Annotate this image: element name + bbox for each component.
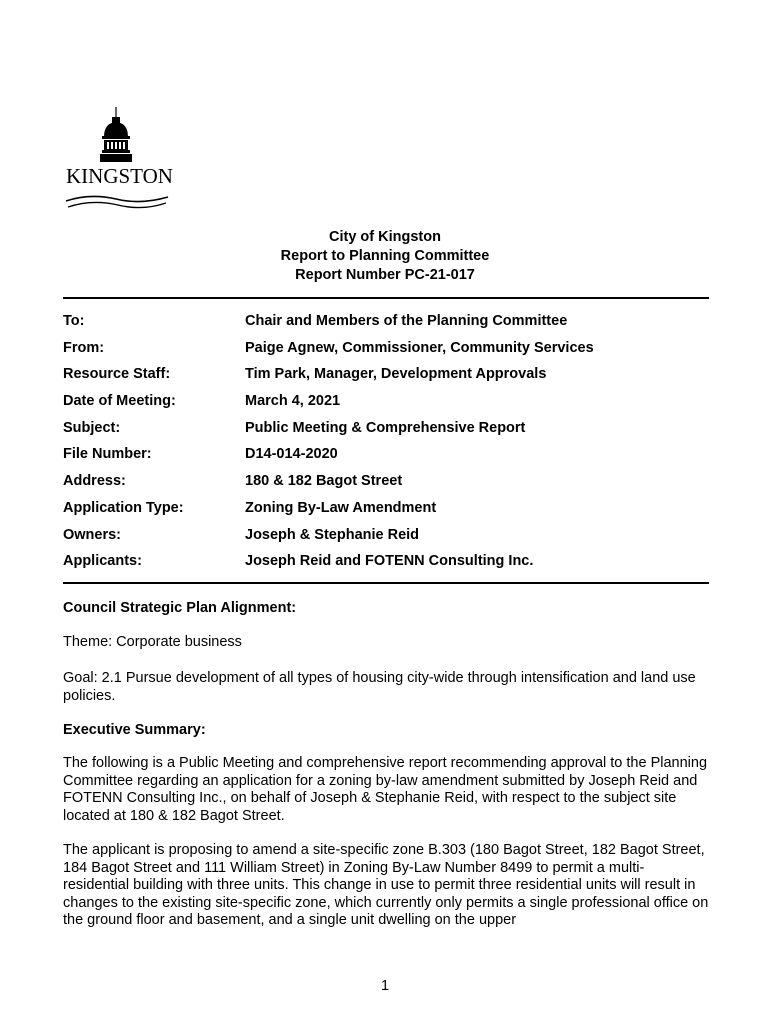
summary-paragraph-1: The following is a Public Meeting and comprehensive report recommending approval to the Planning Committee regarding an application for a zoning by-law amendment submitted by Joseph Reid and FOTENN Consulting Inc., on behalf of Joseph & Stephanie Reid, with respect to the subject site located at 180 & 182 Bagot Street.: [63, 755, 708, 824]
meta-label: Address:: [63, 473, 126, 490]
meta-row-from: [63, 340, 709, 367]
meta-label: Resource Staff:: [63, 366, 171, 383]
meta-row-applicants: [63, 553, 709, 580]
meta-row-owners: [63, 527, 709, 554]
strategic-goal: Goal: 2.1 Pursue development of all types of housing city-wide through intensification and land use policies.: [63, 670, 696, 704]
meta-label: To:: [63, 313, 85, 329]
meta-row-date: [63, 393, 709, 420]
header-report-to: Report to Planning Committee: [280, 248, 490, 264]
meta-value: Joseph & Stephanie Reid: [245, 526, 420, 543]
meta-label: From:: [63, 339, 105, 356]
meta-value: Public Meeting & Comprehensive Report: [245, 419, 526, 436]
meta-value: 180 & 182 Bagot Street: [245, 473, 403, 490]
meta-row-address: [63, 473, 709, 500]
meta-row-application-type: [63, 500, 709, 527]
header-city: City of Kingston: [329, 229, 441, 245]
meta-label: Subject:: [63, 419, 121, 436]
meta-row-to: [63, 313, 709, 340]
meta-value: Tim Park, Manager, Development Approvals: [245, 366, 547, 383]
strategic-theme: Theme: Corporate business: [63, 634, 242, 650]
logo-wordmark: KINGSTON: [66, 164, 173, 188]
meta-value: Paige Agnew, Commissioner, Community Services: [245, 339, 594, 356]
city-hall-dome-icon: [60, 105, 172, 215]
meta-value: Zoning By-Law Amendment: [245, 499, 437, 516]
kingston-logo: [60, 105, 172, 215]
report-header: [0, 228, 770, 285]
meta-value: Joseph Reid and FOTENN Consulting Inc.: [245, 553, 534, 570]
summary-paragraph-2: The applicant is proposing to amend a site-specific zone B.303 (180 Bagot Street, 182 Bagot Street, 184 Bagot Street and 111 William Street) in Zoning By-Law Number 8499 to permit a multi-residential building with three units. This change in use to permit three residential units will result in changes to the existing site-specific zone, which currently only permits a single professional office on the ground floor and basement, and a single unit dwelling on the upper: [63, 842, 709, 928]
meta-row-subject: [63, 420, 709, 447]
header-divider: [63, 297, 709, 299]
summary-heading: Executive Summary:: [63, 722, 206, 738]
meta-label: File Number:: [63, 446, 152, 463]
page-number: 1: [380, 978, 390, 994]
meta-value: D14-014-2020: [245, 446, 338, 463]
strategic-heading: Council Strategic Plan Alignment:: [63, 600, 297, 616]
meta-label: Date of Meeting:: [63, 393, 176, 410]
meta-row-resource-staff: [63, 366, 709, 393]
meta-label: Owners:: [63, 526, 122, 543]
meta-label: Applicants:: [63, 553, 142, 570]
header-report-number: Report Number PC-21-017: [295, 267, 475, 283]
meta-value: Chair and Members of the Planning Committee: [245, 313, 568, 329]
meta-row-file-number: [63, 446, 709, 473]
meta-divider: [63, 582, 709, 584]
meta-label: Application Type:: [63, 499, 184, 516]
report-meta-table: [63, 313, 709, 580]
meta-value: March 4, 2021: [245, 393, 341, 410]
